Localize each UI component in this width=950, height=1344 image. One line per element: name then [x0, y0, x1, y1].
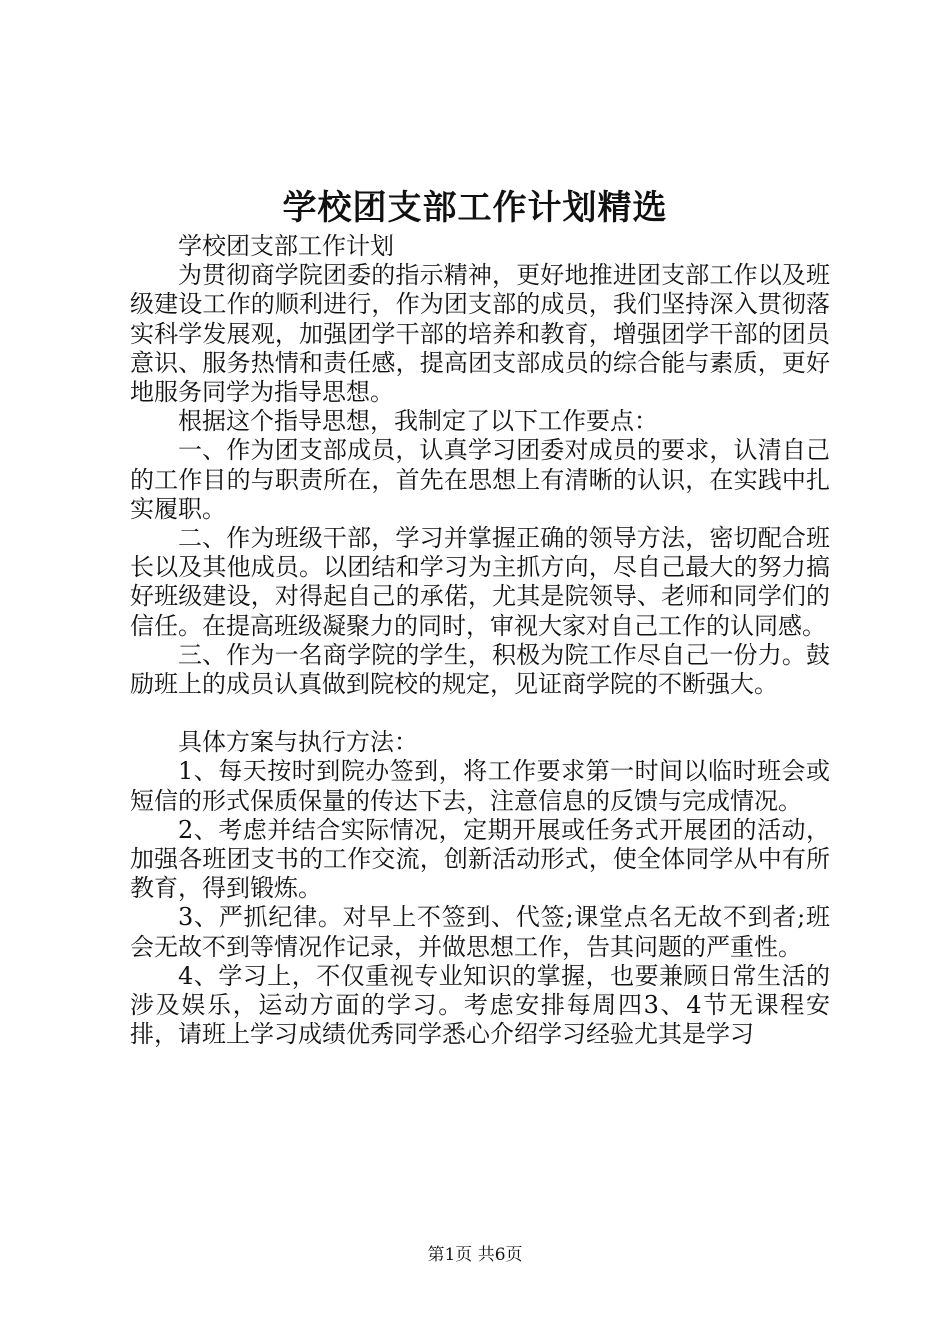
paragraph-method-1: 1、每天按时到院办签到，将工作要求第一时间以临时班会或短信的形式保质保量的传达下去，注意信息的反馈与完成情况。	[130, 757, 830, 815]
paragraph-guiding-principle: 为贯彻商学院团委的指示精神，更好地推进团支部工作以及班级建设工作的顺利进行，作为团支部的成员，我们坚持深入贯彻落实科学发展观，加强团学干部的培养和教育，增强团学干部的团员意识、服务热情和责任感，提高团支部成员的综合能与素质，更好地服务同学为指导思想。	[130, 261, 830, 407]
paragraph-method-2: 2、考虑并结合实际情况，定期开展或任务式开展团的活动，加强各班团支书的工作交流，创新活动形式，使全体同学从中有所教育，得到锻炼。	[130, 815, 830, 903]
paragraph-point-two: 二、作为班级干部，学习并掌握正确的领导方法，密切配合班长以及其他成员。以团结和学习为主抓方向，尽自己最大的努力搞好班级建设，对得起自己的承偌，尤其是院领导、老师和同学们的信任。在提高班级凝聚力的同时，审视大家对自己工作的认同感。	[130, 524, 830, 640]
paragraph-method-4: 4、学习上，不仅重视专业知识的掌握，也要兼顾日常生活的涉及娱乐，运动方面的学习。考虑安排每周四3、4节无课程安排，请班上学习成绩优秀同学悉心介绍学习经验尤其是学习	[130, 961, 830, 1049]
paragraph-point-three: 三、作为一名商学院的学生，积极为院工作尽自己一份力。鼓励班上的成员认真做到院校的规定，见证商学院的不断强大。	[130, 640, 830, 699]
paragraph-spacer	[130, 699, 830, 728]
paragraph-point-one: 一、作为团支部成员，认真学习团委对成员的要求，认清自己的工作目的与职责所在，首先在思想上有清晰的认识，在实践中扎实履职。	[130, 436, 830, 523]
document-body	[130, 232, 830, 1049]
page-footer: 第1页 共6页	[427, 1245, 523, 1265]
paragraph-methods-heading: 具体方案与执行方法：	[178, 728, 418, 757]
document-title: 学校团支部工作计划精选	[282, 188, 668, 228]
paragraph-work-points-intro: 根据这个指导思想，我制定了以下工作要点：	[178, 407, 658, 436]
paragraph-subtitle: 学校团支部工作计划	[178, 232, 394, 260]
paragraph-method-3: 3、严抓纪律。对早上不签到、代签;课堂点名无故不到者;班会无故不到等情况作记录，并做思想工作，告其问题的严重性。	[130, 903, 830, 961]
